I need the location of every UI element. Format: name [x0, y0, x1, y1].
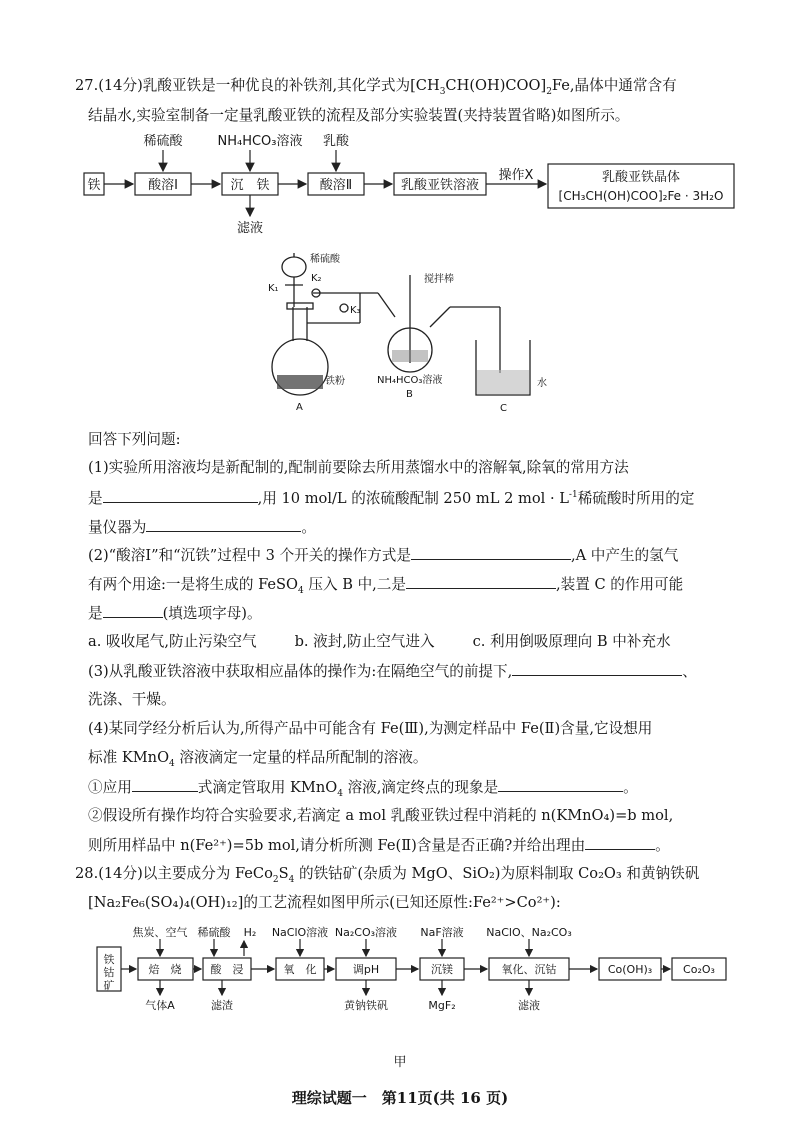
apparatus-diagram [0, 245, 800, 420]
q27-p1b-post: 稀硫酸时所用的定 [577, 490, 695, 507]
q27-header-c: Fe,晶体中通常含有 [551, 77, 677, 94]
q27-part4-line1: (4)某同学经分析后认为,所得产品中可能含有 Fe(Ⅲ),为测定样品中 Fe(Ⅱ)含量,它设想用 [88, 720, 653, 737]
flow-in-h2so4: 稀硫酸 [143, 134, 183, 149]
q27-p4e-pre: 则所用样品中 n(Fe²⁺)=5b mol,请分析所测 Fe(Ⅱ)含量是否正确?并给出理由 [88, 837, 586, 854]
q27-p4c-pre: ①应用 [88, 779, 132, 796]
flow28-ore-3: 矿 [103, 979, 115, 992]
q27-p4b-post: 溶液滴定一定量的样品所配制的溶液。 [174, 749, 428, 766]
flow28-ore-hidden [0, 925, 1, 926]
flow28-in-naf: NaF溶液 [420, 926, 464, 939]
q27-part4-line3: ①应用 式滴定管取用 KMnO$_4$ 溶液,滴定终点的现象是 。 [88, 779, 638, 799]
blank-reason[interactable] [585, 835, 655, 850]
q27-header-a: 27.(14分)乳酸亚铁是一种优良的补铁剂,其化学式为[CH [75, 77, 440, 94]
q27-part2-line2: 有两个用途:一是将生成的 FeSO$_4$ 压入 B 中,二是 ,装置 C 的作用可能 [88, 576, 684, 596]
flow-settle: 沉 铁 [230, 178, 270, 193]
label-a: A [296, 402, 303, 413]
label-k1: K₁ [268, 283, 279, 294]
blank-switches[interactable] [411, 545, 571, 560]
flow-filtrate: 滤液 [236, 221, 264, 236]
flow28-co2o3: Co₂O₃ [683, 963, 715, 976]
flow28-ore-1: 铁 [103, 953, 115, 966]
label-c: C [500, 403, 507, 414]
label-k2: K₂ [311, 273, 322, 284]
label-k3: K₃ [350, 305, 361, 316]
q27-p2c-post: (填选项字母)。 [162, 605, 262, 622]
blank-h2-use[interactable] [406, 574, 556, 589]
flow-operation-x: 操作X [498, 168, 534, 183]
flow28-leach: 酸 浸 [210, 963, 244, 976]
flow28-in-naclo2: NaClO、Na₂CO₃ [486, 926, 572, 939]
q28-line2: [Na₂Fe₆(SO₄)₄(OH)₁₂]的工艺流程如图甲所示(已知还原性:Fe²⁺>Co²⁺): [88, 894, 561, 911]
blank-option[interactable] [103, 603, 163, 618]
flow28-in-na2co3: Na₂CO₃溶液 [334, 926, 398, 939]
q27-p2b-mid: 压入 B 中,二是 [303, 576, 406, 593]
flow28-roast: 焙 烧 [148, 963, 182, 976]
q28-l1-post: 的铁钴矿(杂质为 MgO、SiO₂)为原料制取 Co₂O₃ 和黄钠铁矾 [294, 865, 700, 882]
flow-in-lactic: 乳酸 [322, 134, 350, 149]
flow-acid2: 酸溶Ⅱ [319, 178, 353, 193]
label-iron-powder: 铁粉 [325, 376, 345, 387]
q28-flow-chart [0, 925, 800, 1045]
flow-in-nh4hco3: NH₄HCO₃溶液 [217, 134, 303, 149]
flow28-coh: Co(OH)₃ [607, 963, 653, 976]
page-footer: 理综试题一 第11页(共 16 页) [291, 1089, 509, 1107]
q27-p2a-pre: (2)“酸溶Ⅰ”和“沉铁”过程中 3 个开关的操作方式是 [88, 547, 411, 564]
q27-part1-line2: 是 ,用 10 mol/L 的浓硫酸配制 250 mL 2 mol · $L^{-1}$稀硫酸时所用的定 [88, 490, 695, 507]
q27-p4c-mid: 式滴定管取用 KMnO [197, 779, 338, 796]
iron-powder-fill [277, 375, 323, 389]
q27-part2-line1 [88, 545, 678, 566]
flow28-filtrate: 滤液 [518, 999, 540, 1012]
flow28-mg: 沉镁 [431, 963, 453, 976]
flow28-in-coke: 焦炭、空气 [132, 926, 188, 939]
flow28-mgf2: MgF₂ [428, 999, 456, 1012]
blank-deoxygenation[interactable] [103, 488, 258, 503]
flow28-ore-2: 钴 [103, 966, 115, 979]
flow-acid1: 酸溶Ⅰ [148, 178, 178, 193]
label-nh4hco3-solution: NH₄HCO₃溶液 [377, 375, 443, 386]
flow28-gas-a: 气体A [145, 999, 175, 1012]
q27-p4e-post: 。 [655, 837, 670, 854]
q27-p1b-mid: ,用 10 mol/L 的浓硫酸配制 250 mL 2 mol · L [257, 490, 569, 507]
flow28-oxid: 氧 化 [283, 963, 317, 976]
q27-options [88, 632, 671, 652]
q27-p2b-pre: 有两个用途:一是将生成的 FeSO [88, 576, 299, 593]
option-b: b. 液封,防止空气进入 [294, 633, 435, 650]
blank-burette-type[interactable] [132, 777, 198, 792]
dropping-funnel-icon [282, 257, 306, 277]
q28-line1: 28.(14分)以主要成分为 $FeCo_2S_4$ 的铁钴矿(杂质为 MgO、SiO₂)为原料制取 Co₂O₃ 和黄钠铁矾 [75, 865, 700, 885]
blank-instrument[interactable] [146, 517, 301, 532]
q27-header: 27.(14分)乳酸亚铁是一种优良的补铁剂,其化学式为$[CH_3CH(OH)COO]_2Fe$,晶体中通常含有 [75, 77, 677, 97]
q27-p4b-pre: 标准 KMnO [88, 749, 170, 766]
flow-iron: 铁 [87, 178, 101, 193]
blank-endpoint[interactable] [498, 777, 623, 792]
figure-label: 甲 [393, 1055, 407, 1070]
q27-p3a: (3)从乳酸亚铁溶液中获取相应晶体的操作为:在隔绝空气的前提下, [88, 663, 513, 680]
q27-p4c-post: 溶液,滴定终点的现象是 [342, 779, 499, 796]
blank-crystal-op[interactable] [512, 661, 682, 676]
answer-prompt: 回答下列问题: [88, 431, 181, 448]
nh4hco3-solution-fill [392, 350, 428, 362]
k3-valve-icon [340, 304, 348, 312]
flow28-residue: 滤渣 [211, 999, 233, 1012]
flow-crystal-title: 乳酸亚铁晶体 [601, 170, 681, 185]
flow-solution: 乳酸亚铁溶液 [400, 178, 480, 193]
option-a: a. 吸收尾气,防止污染空气 [88, 633, 257, 650]
label-h2so4: 稀硫酸 [310, 254, 340, 265]
q27-intro-line2: 结晶水,实验室制备一定量乳酸亚铁的流程及部分实验装置(夹持装置省略)如图所示。 [88, 107, 630, 124]
label-water: 水 [537, 378, 547, 389]
flow28-jarosite: 黄钠铁矾 [344, 999, 388, 1012]
q27-p2c-pre: 是 [88, 605, 103, 622]
flow28-in-h2so4: 稀硫酸 [197, 926, 231, 939]
flow28-in-naclo: NaClO溶液 [271, 926, 329, 939]
q27-part1-line1: (1)实验所用溶液均是新配制的,配制前要除去所用蒸馏水中的溶解氧,除氧的常用方法 [88, 459, 629, 476]
label-b: B [406, 389, 413, 400]
q27-p1c: 量仪器为 [88, 519, 147, 536]
q27-part3-line1: (3)从乳酸亚铁溶液中获取相应晶体的操作为:在隔绝空气的前提下, 、 [88, 663, 697, 680]
water-fill [477, 370, 529, 394]
q27-part3-line2: 洗涤、干燥。 [88, 691, 176, 708]
flow28-h2: H₂ [243, 926, 257, 939]
q27-flow-chart [0, 130, 800, 250]
label-stirrer: 搅拌棒 [424, 274, 454, 285]
q27-part4-line5 [88, 835, 670, 856]
q27-part4-line2: 标准 KMnO$_4$ 溶液滴定一定量的样品所配制的溶液。 [88, 749, 428, 769]
flow28-oxco: 氧化、沉钴 [501, 963, 557, 976]
q27-part2-line3 [88, 603, 262, 624]
q27-p1b-pre: 是 [88, 490, 103, 507]
flow-crystal-formula: [CH₃CH(OH)COO]₂Fe · 3H₂O [558, 189, 724, 203]
option-c: c. 利用倒吸原理向 B 中补充水 [472, 633, 671, 650]
q27-p2b-post: ,装置 C 的作用可能 [556, 576, 684, 593]
q28-l1-pre: 28.(14分)以主要成分为 FeCo [75, 865, 273, 882]
q27-p2a-post: ,A 中产生的氢气 [570, 547, 679, 564]
q27-part1-line3: 量仪器为 。 [88, 519, 316, 536]
q27-header-b: CH(OH)COO] [445, 77, 547, 94]
q27-part4-line4: ②假设所有操作均符合实验要求,若滴定 a mol 乳酸亚铁过程中消耗的 n(KMnO₄)=b mol, [88, 807, 674, 824]
flow28-ph: 调pH [352, 963, 380, 976]
